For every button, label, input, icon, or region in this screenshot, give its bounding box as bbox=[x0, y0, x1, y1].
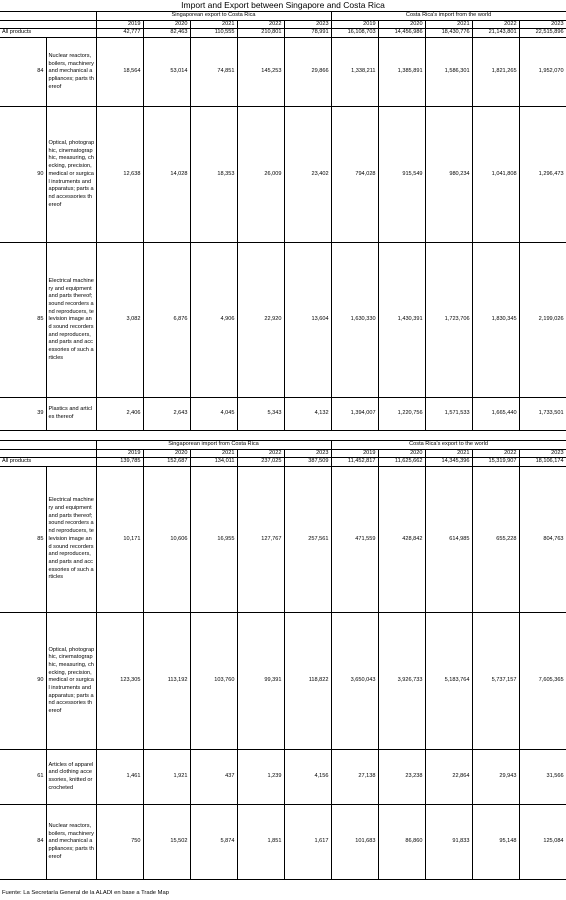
group-header-right: Costa Rica's export to the world bbox=[331, 441, 566, 450]
year-cell: 2020 bbox=[143, 449, 190, 458]
value-cell: 1,041,808 bbox=[472, 107, 519, 243]
value-cell: 980,234 bbox=[425, 107, 472, 243]
value-cell: 99,391 bbox=[237, 613, 284, 750]
group-header-right: Costa Rica's import from the world bbox=[331, 12, 566, 21]
value-cell: 1,830,345 bbox=[472, 243, 519, 398]
product-description: Plastics and articles thereof bbox=[46, 398, 96, 431]
value-cell: 655,228 bbox=[472, 467, 519, 613]
page-title: Import and Export between Singapore and Costa Rica bbox=[181, 0, 385, 10]
value-cell: 21,143,801 bbox=[472, 29, 519, 38]
value-cell: 257,561 bbox=[284, 467, 331, 613]
value-cell: 4,132 bbox=[284, 398, 331, 431]
value-cell: 1,665,440 bbox=[472, 398, 519, 431]
year-cell: 2022 bbox=[237, 449, 284, 458]
value-cell: 5,737,157 bbox=[472, 613, 519, 750]
product-description: Optical, photographic, cinematographic, measuring, checking, precision, medical or surgical instruments and apparatus; parts and accessories thereof bbox=[46, 613, 96, 750]
value-cell: 1,586,301 bbox=[425, 38, 472, 107]
value-cell: 113,192 bbox=[143, 613, 190, 750]
value-cell: 2,406 bbox=[96, 398, 143, 431]
value-cell: 103,760 bbox=[190, 613, 237, 750]
value-cell: 22,864 bbox=[425, 750, 472, 805]
value-cell: 11,452,817 bbox=[331, 458, 378, 467]
value-cell: 387,509 bbox=[284, 458, 331, 467]
product-description: Electrical machinery and equipment and parts thereof; sound recorders and reproducers, television image and sound recorders and reproducers, and parts and accessories of such articles bbox=[46, 467, 96, 613]
value-cell: 125,084 bbox=[519, 805, 566, 880]
value-cell: 145,253 bbox=[237, 38, 284, 107]
export-import-table-2 bbox=[0, 440, 566, 880]
value-cell: 5,343 bbox=[237, 398, 284, 431]
value-cell: 127,767 bbox=[237, 467, 284, 613]
value-cell: 22,920 bbox=[237, 243, 284, 398]
product-row bbox=[0, 243, 566, 398]
value-cell: 1,571,533 bbox=[425, 398, 472, 431]
value-cell: 804,763 bbox=[519, 467, 566, 613]
value-cell: 23,402 bbox=[284, 107, 331, 243]
value-cell: 1,461 bbox=[96, 750, 143, 805]
year-cell: 2020 bbox=[143, 20, 190, 29]
value-cell: 22,515,896 bbox=[519, 29, 566, 38]
value-cell: 16,108,703 bbox=[331, 29, 378, 38]
value-cell: 15,502 bbox=[143, 805, 190, 880]
year-cell: 2021 bbox=[425, 449, 472, 458]
value-cell: 16,955 bbox=[190, 467, 237, 613]
value-cell: 6,876 bbox=[143, 243, 190, 398]
source-note: Fuente: La Secretaría General de la ALADI en base a Trade Map bbox=[2, 890, 169, 896]
value-cell: 29,943 bbox=[472, 750, 519, 805]
hs-code: 85 bbox=[0, 243, 46, 398]
product-row bbox=[0, 38, 566, 107]
product-row bbox=[0, 613, 566, 750]
value-cell: 614,985 bbox=[425, 467, 472, 613]
value-cell: 91,833 bbox=[425, 805, 472, 880]
value-cell: 29,866 bbox=[284, 38, 331, 107]
value-cell: 23,238 bbox=[378, 750, 425, 805]
product-row bbox=[0, 750, 566, 805]
value-cell: 74,851 bbox=[190, 38, 237, 107]
table-2-body bbox=[0, 467, 566, 880]
value-cell: 2,199,026 bbox=[519, 243, 566, 398]
value-cell: 4,045 bbox=[190, 398, 237, 431]
value-cell: 210,801 bbox=[237, 29, 284, 38]
value-cell: 53,014 bbox=[143, 38, 190, 107]
value-cell: 14,345,396 bbox=[425, 458, 472, 467]
value-cell: 18,430,776 bbox=[425, 29, 472, 38]
year-cell: 2019 bbox=[331, 449, 378, 458]
year-cell: 2019 bbox=[96, 449, 143, 458]
value-cell: 12,638 bbox=[96, 107, 143, 243]
value-cell: 101,683 bbox=[331, 805, 378, 880]
all-products-row bbox=[0, 458, 566, 467]
value-cell: 78,991 bbox=[284, 29, 331, 38]
value-cell: 13,604 bbox=[284, 243, 331, 398]
product-row bbox=[0, 467, 566, 613]
value-cell: 1,296,473 bbox=[519, 107, 566, 243]
hs-code: 84 bbox=[0, 805, 46, 880]
value-cell: 5,183,764 bbox=[425, 613, 472, 750]
hs-code: 90 bbox=[0, 613, 46, 750]
year-cell: 2021 bbox=[425, 20, 472, 29]
value-cell: 1,821,265 bbox=[472, 38, 519, 107]
all-products-label: All products bbox=[0, 458, 96, 467]
value-cell: 1,338,211 bbox=[331, 38, 378, 107]
value-cell: 10,606 bbox=[143, 467, 190, 613]
value-cell: 1,385,891 bbox=[378, 38, 425, 107]
value-cell: 1,723,706 bbox=[425, 243, 472, 398]
year-cell: 2021 bbox=[190, 449, 237, 458]
value-cell: 18,564 bbox=[96, 38, 143, 107]
value-cell: 2,643 bbox=[143, 398, 190, 431]
year-header-row bbox=[0, 20, 566, 29]
year-cell: 2020 bbox=[378, 20, 425, 29]
product-description: Electrical machinery and equipment and parts thereof; sound recorders and reproducers, television image and sound recorders and reproducers, and parts and accessories of such articles bbox=[46, 243, 96, 398]
year-cell: 2022 bbox=[472, 449, 519, 458]
all-products-row bbox=[0, 29, 566, 38]
year-cell: 2022 bbox=[472, 20, 519, 29]
year-cell: 2019 bbox=[96, 20, 143, 29]
value-cell: 4,906 bbox=[190, 243, 237, 398]
value-cell: 14,456,986 bbox=[378, 29, 425, 38]
table-1-body bbox=[0, 38, 566, 431]
value-cell: 152,687 bbox=[143, 458, 190, 467]
year-cell: 2023 bbox=[519, 20, 566, 29]
value-cell: 95,148 bbox=[472, 805, 519, 880]
value-cell: 750 bbox=[96, 805, 143, 880]
value-cell: 1,851 bbox=[237, 805, 284, 880]
value-cell: 1,430,391 bbox=[378, 243, 425, 398]
value-cell: 1,630,330 bbox=[331, 243, 378, 398]
hs-code: 84 bbox=[0, 38, 46, 107]
group-header-left: Singaporean import from Costa Rica bbox=[96, 441, 331, 450]
value-cell: 11,625,662 bbox=[378, 458, 425, 467]
value-cell: 110,555 bbox=[190, 29, 237, 38]
value-cell: 237,025 bbox=[237, 458, 284, 467]
year-cell: 2022 bbox=[237, 20, 284, 29]
product-description: Nuclear reactors, boilers, machinery and mechanical appliances; parts thereof bbox=[46, 805, 96, 880]
value-cell: 31,566 bbox=[519, 750, 566, 805]
product-description: Nuclear reactors, boilers, machinery and mechanical appliances; parts thereof bbox=[46, 38, 96, 107]
group-header-left: Singaporean export to Costa Rica bbox=[96, 12, 331, 21]
value-cell: 42,777 bbox=[96, 29, 143, 38]
product-description: Articles of apparel and clothing accessories, knitted or crocheted bbox=[46, 750, 96, 805]
value-cell: 134,011 bbox=[190, 458, 237, 467]
value-cell: 10,171 bbox=[96, 467, 143, 613]
year-cell: 2021 bbox=[190, 20, 237, 29]
year-cell: 2019 bbox=[331, 20, 378, 29]
product-row bbox=[0, 107, 566, 243]
year-cell: 2023 bbox=[519, 449, 566, 458]
value-cell: 1,733,501 bbox=[519, 398, 566, 431]
value-cell: 1,921 bbox=[143, 750, 190, 805]
year-cell: 2023 bbox=[284, 20, 331, 29]
value-cell: 118,822 bbox=[284, 613, 331, 750]
value-cell: 3,926,733 bbox=[378, 613, 425, 750]
product-description: Optical, photographic, cinematographic, measuring, checking, precision, medical or surgical instruments and apparatus; parts and accessories thereof bbox=[46, 107, 96, 243]
value-cell: 915,549 bbox=[378, 107, 425, 243]
value-cell: 18,106,174 bbox=[519, 458, 566, 467]
year-cell: 2020 bbox=[378, 449, 425, 458]
value-cell: 123,305 bbox=[96, 613, 143, 750]
value-cell: 86,860 bbox=[378, 805, 425, 880]
hs-code: 61 bbox=[0, 750, 46, 805]
group-header-row bbox=[0, 12, 566, 21]
product-row bbox=[0, 398, 566, 431]
export-import-table-1 bbox=[0, 11, 566, 431]
year-header-row bbox=[0, 449, 566, 458]
value-cell: 1,239 bbox=[237, 750, 284, 805]
value-cell: 3,082 bbox=[96, 243, 143, 398]
value-cell: 471,559 bbox=[331, 467, 378, 613]
hs-code: 90 bbox=[0, 107, 46, 243]
value-cell: 139,785 bbox=[96, 458, 143, 467]
value-cell: 5,874 bbox=[190, 805, 237, 880]
value-cell: 1,617 bbox=[284, 805, 331, 880]
value-cell: 27,138 bbox=[331, 750, 378, 805]
value-cell: 15,319,907 bbox=[472, 458, 519, 467]
value-cell: 437 bbox=[190, 750, 237, 805]
value-cell: 14,028 bbox=[143, 107, 190, 243]
value-cell: 4,156 bbox=[284, 750, 331, 805]
value-cell: 1,952,070 bbox=[519, 38, 566, 107]
value-cell: 1,394,007 bbox=[331, 398, 378, 431]
value-cell: 26,009 bbox=[237, 107, 284, 243]
product-row bbox=[0, 805, 566, 880]
value-cell: 18,353 bbox=[190, 107, 237, 243]
group-header-row bbox=[0, 441, 566, 450]
value-cell: 794,028 bbox=[331, 107, 378, 243]
value-cell: 428,842 bbox=[378, 467, 425, 613]
year-cell: 2023 bbox=[284, 449, 331, 458]
value-cell: 1,220,756 bbox=[378, 398, 425, 431]
all-products-label: All products bbox=[0, 29, 96, 38]
hs-code: 85 bbox=[0, 467, 46, 613]
value-cell: 82,463 bbox=[143, 29, 190, 38]
value-cell: 7,605,365 bbox=[519, 613, 566, 750]
hs-code: 39 bbox=[0, 398, 46, 431]
value-cell: 3,650,043 bbox=[331, 613, 378, 750]
